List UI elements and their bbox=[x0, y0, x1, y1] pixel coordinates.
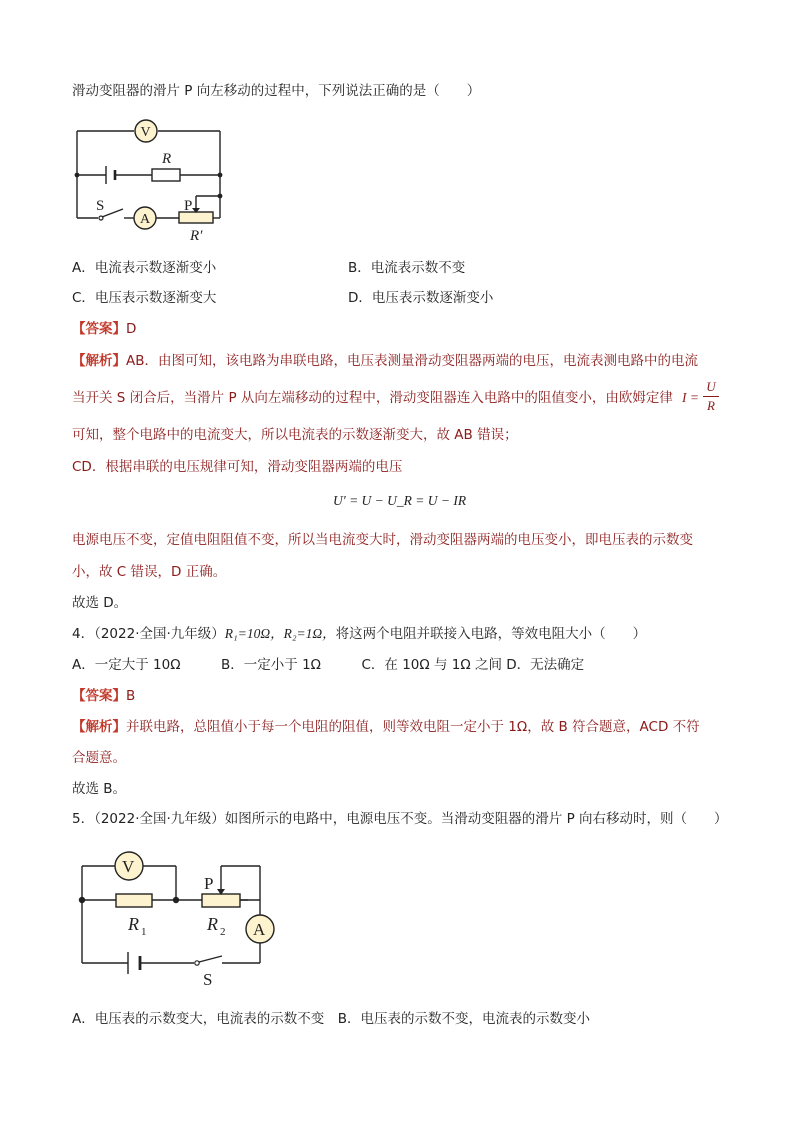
svg-text:2: 2 bbox=[220, 926, 226, 938]
answer-value: B bbox=[126, 688, 136, 704]
analysis-tag: 【解析】 bbox=[72, 719, 126, 735]
answer-tag: 【答案】 bbox=[72, 688, 126, 704]
svg-text:R: R bbox=[207, 914, 218, 934]
answer-tag: 【答案】 bbox=[72, 321, 126, 337]
svg-text:R′: R′ bbox=[190, 228, 203, 244]
svg-text:1: 1 bbox=[141, 926, 147, 938]
q3-analysis-line-2: 当开关 S 闭合后，当滑片 P 从向左端移动的过程中，滑动变阻器连入电路中的阻值变小，由欧姆定律 bbox=[72, 390, 673, 406]
svg-text:P: P bbox=[204, 874, 214, 893]
q3-option-a: A．电流表示数逐渐变小 bbox=[72, 260, 217, 276]
q3-analysis-line-5: 电源电压不变，定值电阻阻值不变，所以当电流变大时，滑动变阻器两端的电压变小，即电压表的示数变 bbox=[72, 532, 693, 548]
q3-answer-line bbox=[72, 319, 136, 339]
q3-choose-line: 故选 D。 bbox=[72, 595, 128, 611]
svg-text:A: A bbox=[253, 920, 266, 939]
q4-analysis-line-2: 合题意。 bbox=[72, 750, 126, 766]
ohm-law-lhs: I = bbox=[682, 390, 699, 405]
svg-text:R: R bbox=[162, 151, 172, 167]
q5-circuit-diagram bbox=[70, 845, 285, 990]
switch-s bbox=[102, 209, 123, 217]
ohm-law-fraction: U R bbox=[703, 379, 719, 414]
voltage-formula: U′ = U − U_R = U − IR bbox=[333, 493, 467, 508]
svg-text:R: R bbox=[128, 914, 139, 934]
switch-s bbox=[199, 956, 222, 962]
q3-stem: 滑动变阻器的滑片 P 向左移动的过程中，下列说法正确的是（ ） bbox=[72, 83, 481, 99]
answer-value: D bbox=[126, 321, 137, 337]
resistor-r bbox=[152, 169, 180, 181]
q4-options: A．一定大于 10Ω B．一定小于 1Ω C．在 10Ω 与 1Ω 之间 D．无法确定 bbox=[72, 657, 585, 673]
q3-analysis-line-6: 小，故 C 错误，D 正确。 bbox=[72, 564, 227, 580]
q4-analysis-line-1: 【解析】并联电路，总阻值小于每一个电阻的阻值，则等效电阻一定小于 1Ω，故 B 符合题意，ACD 不符 bbox=[72, 719, 700, 735]
q3-option-b: B．电流表示数不变 bbox=[348, 260, 466, 276]
q5-options-ab: A．电压表的示数变大，电流表的示数不变 B．电压表的示数不变，电流表的示数变小 bbox=[72, 1011, 590, 1027]
q4-choose-line: 故选 B。 bbox=[72, 781, 127, 797]
svg-text:S: S bbox=[96, 198, 105, 214]
q3-option-c: C．电压表示数逐渐变大 bbox=[72, 290, 217, 306]
q4-answer-line bbox=[72, 686, 135, 706]
resistor-r1 bbox=[116, 894, 152, 907]
analysis-tag: 【解析】 bbox=[72, 353, 126, 369]
rheostat-r2 bbox=[202, 894, 240, 907]
svg-text:S: S bbox=[203, 970, 213, 989]
svg-text:V: V bbox=[140, 125, 151, 140]
q3-analysis-line-3: 可知，整个电路中的电流变大，所以电流表的示数逐渐变大，故 AB 错误； bbox=[72, 427, 518, 443]
q3-analysis-line-1: 【解析】AB．由图可知，该电路为串联电路，电压表测量滑动变阻器两端的电压，电流表测电路中的电流 bbox=[72, 353, 698, 369]
q3-analysis-line-4: CD．根据串联的电压规律可知，滑动变阻器两端的电压 bbox=[72, 459, 403, 475]
q4-stem: 4．（2022·全国·九年级）R₁=10Ω，R₂=1Ω，将这两个电阻并联接入电路，等效电阻大小（ ） bbox=[72, 626, 647, 642]
q3-circuit-diagram bbox=[70, 112, 230, 247]
svg-text:P: P bbox=[184, 198, 193, 214]
svg-text:A: A bbox=[140, 212, 151, 227]
q3-option-d: D．电压表示数逐渐变小 bbox=[348, 290, 494, 306]
q5-stem: 5．（2022·全国·九年级）如图所示的电路中，电源电压不变。当滑动变阻器的滑片 P 向右移动时，则（ ） bbox=[72, 811, 728, 827]
svg-text:V: V bbox=[122, 857, 135, 876]
